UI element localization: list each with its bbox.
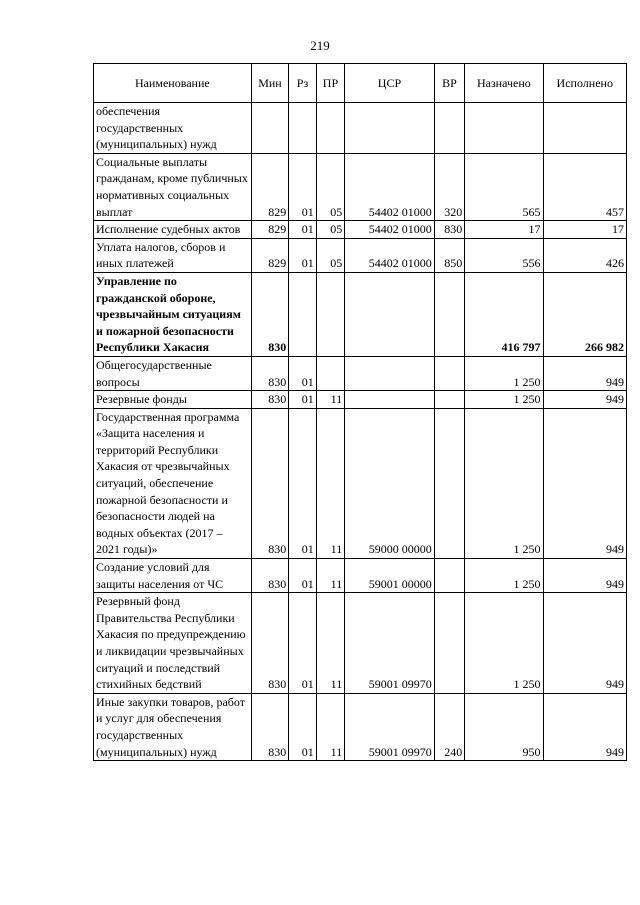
cell-name: Резервные фонды [94,391,252,409]
cell-executed: 949 [543,693,626,760]
cell-min: 830 [251,408,289,558]
cell-name: Государственная программа «Защита населения и территорий Республики Хакасия от чрезвычайных ситуаций, обеспечение пожарной безопасности и безопасности людей на водных объектах (2017 – 2021 годы)» [94,408,252,558]
cell-csr: 54402 01000 [345,221,435,239]
cell-min: 829 [251,238,289,272]
cell-name: Иные закупки товаров, работ и услуг для обеспечения государственных (муниципальных) нужд [94,693,252,760]
cell-min: 830 [251,391,289,409]
cell-name: Уплата налогов, сборов и иных платежей [94,238,252,272]
cell-assigned: 1 250 [465,408,543,558]
cell-executed [543,103,626,154]
cell-min [251,103,289,154]
cell-assigned: 556 [465,238,543,272]
cell-rz: 01 [289,693,316,760]
cell-assigned: 416 797 [465,272,543,356]
cell-name: Управление по гражданской обороне, чрезвычайным ситуациям и пожарной безопасности Республики Хакасия [94,272,252,356]
table-body [94,103,627,761]
cell-rz: 01 [289,356,316,390]
cell-rz: 01 [289,221,316,239]
cell-assigned: 1 250 [465,559,543,593]
cell-vr [434,559,465,593]
cell-csr [345,103,435,154]
cell-executed: 949 [543,408,626,558]
table-row [94,693,627,760]
cell-rz [289,272,316,356]
cell-csr: 54402 01000 [345,238,435,272]
cell-pr: 11 [316,559,344,593]
cell-vr: 830 [434,221,465,239]
cell-min: 830 [251,272,289,356]
cell-csr: 59001 00000 [345,559,435,593]
cell-pr: 11 [316,408,344,558]
cell-rz: 01 [289,593,316,694]
cell-executed: 426 [543,238,626,272]
cell-pr [316,356,344,390]
table-row [94,593,627,694]
cell-executed: 266 982 [543,272,626,356]
cell-pr: 05 [316,238,344,272]
cell-name: обеспечения государственных (муниципальных) нужд [94,103,252,154]
header-rz: Рз [289,64,316,103]
cell-rz: 01 [289,238,316,272]
cell-assigned: 565 [465,153,543,220]
cell-csr: 59000 00000 [345,408,435,558]
table-row [94,153,627,220]
cell-pr: 05 [316,153,344,220]
header-csr: ЦСР [345,64,435,103]
cell-csr [345,272,435,356]
table-row [94,408,627,558]
cell-name: Создание условий для защиты населения от ЧС [94,559,252,593]
cell-executed: 949 [543,593,626,694]
budget-table [93,63,627,761]
header-min: Мин [251,64,289,103]
cell-min: 829 [251,153,289,220]
cell-vr: 320 [434,153,465,220]
cell-vr: 850 [434,238,465,272]
cell-name: Общегосударственные вопросы [94,356,252,390]
cell-csr: 54402 01000 [345,153,435,220]
cell-csr [345,356,435,390]
cell-pr: 11 [316,693,344,760]
cell-pr: 05 [316,221,344,239]
cell-min: 830 [251,693,289,760]
header-vr: ВР [434,64,465,103]
cell-rz: 01 [289,391,316,409]
cell-rz: 01 [289,153,316,220]
cell-rz: 01 [289,559,316,593]
cell-assigned [465,103,543,154]
cell-vr [434,391,465,409]
table-row [94,103,627,154]
table-header-row [94,64,627,103]
cell-csr: 59001 09970 [345,693,435,760]
cell-assigned: 17 [465,221,543,239]
cell-csr [345,391,435,409]
table-row [94,559,627,593]
cell-vr [434,593,465,694]
table-row [94,221,627,239]
cell-assigned: 950 [465,693,543,760]
table-row [94,238,627,272]
table-row [94,356,627,390]
cell-vr [434,408,465,558]
cell-csr: 59001 09970 [345,593,435,694]
cell-executed: 457 [543,153,626,220]
cell-min: 830 [251,356,289,390]
cell-name: Исполнение судебных актов [94,221,252,239]
cell-name: Социальные выплаты гражданам, кроме публичных нормативных социальных выплат [94,153,252,220]
cell-executed: 949 [543,391,626,409]
cell-assigned: 1 250 [465,391,543,409]
header-assigned: Назначено [465,64,543,103]
header-name: Наименование [94,64,252,103]
cell-vr [434,272,465,356]
cell-vr: 240 [434,693,465,760]
cell-min: 830 [251,559,289,593]
cell-vr [434,356,465,390]
cell-executed: 949 [543,559,626,593]
cell-vr [434,103,465,154]
cell-pr [316,272,344,356]
cell-min: 830 [251,593,289,694]
table-row [94,391,627,409]
cell-pr: 11 [316,593,344,694]
cell-rz [289,103,316,154]
page-number: 219 [310,38,330,53]
header-executed: Исполнено [543,64,626,103]
table-row [94,272,627,356]
header-pr: ПР [316,64,344,103]
cell-executed: 949 [543,356,626,390]
cell-pr [316,103,344,154]
cell-executed: 17 [543,221,626,239]
cell-name: Резервный фонд Правительства Республики Хакасия по предупреждению и ликвидации чрезвычайных ситуаций и последствий стихийных бедствий [94,593,252,694]
cell-rz: 01 [289,408,316,558]
cell-pr: 11 [316,391,344,409]
cell-assigned: 1 250 [465,593,543,694]
cell-min: 829 [251,221,289,239]
cell-assigned: 1 250 [465,356,543,390]
